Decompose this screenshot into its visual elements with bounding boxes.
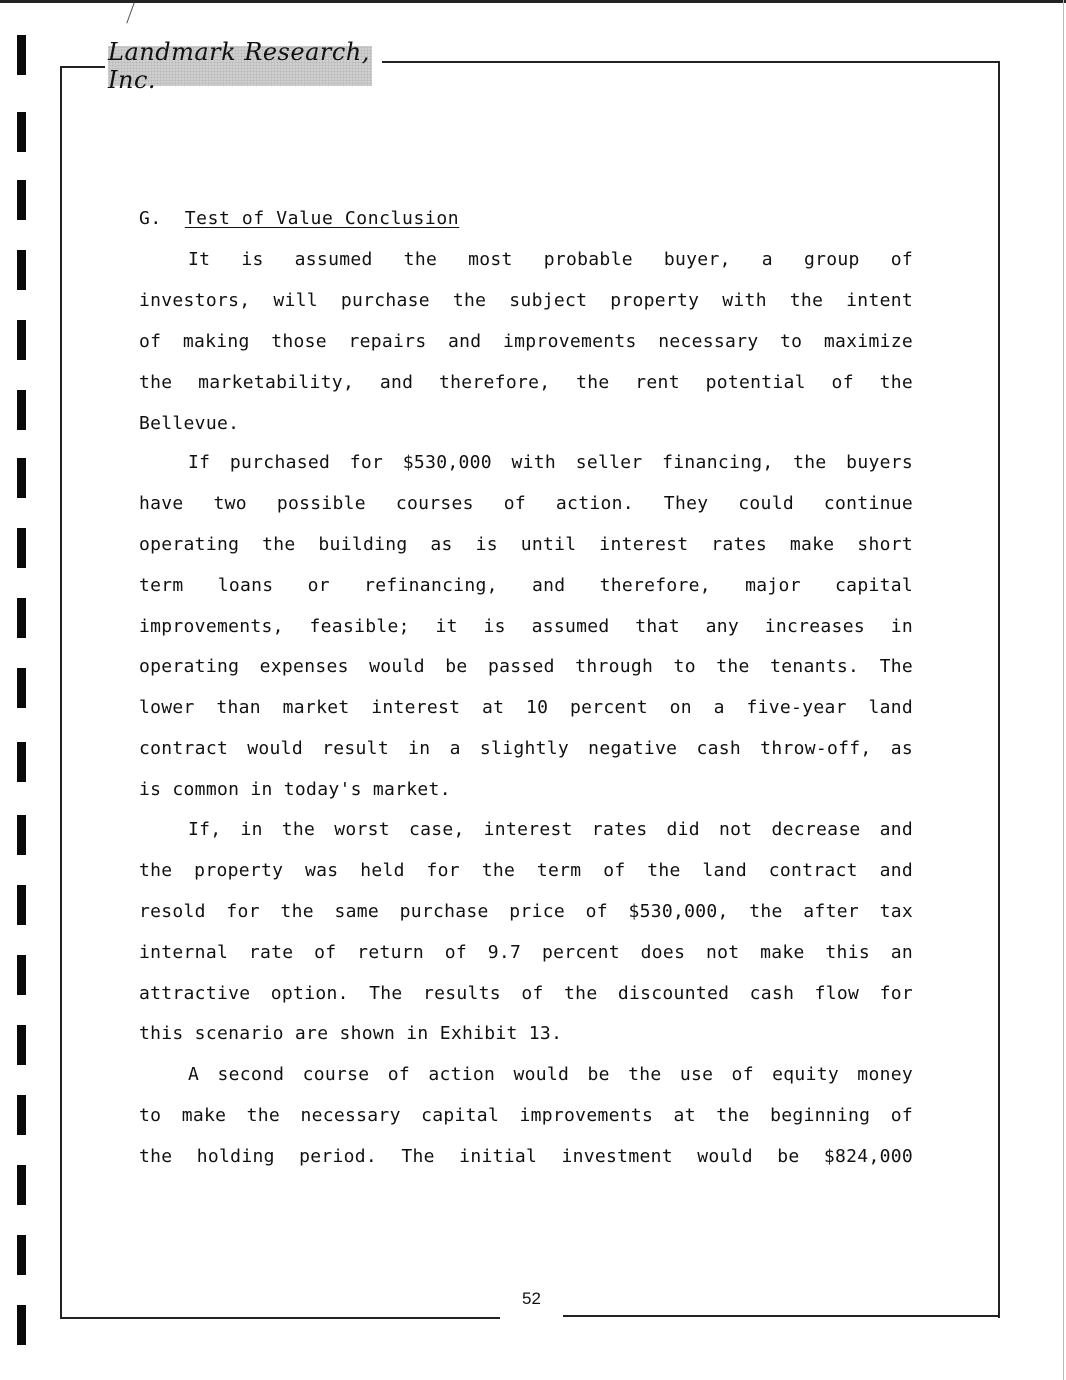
paragraph-1 [139, 240, 913, 444]
text-line: internal rate of return of 9.7 percent does not make this an [139, 941, 913, 963]
text-line: resold for the same purchase price of $530,000, the after tax [139, 900, 913, 922]
paragraph-3 [139, 810, 913, 1055]
binder-hole [17, 35, 26, 75]
page-number: 52 [522, 1289, 541, 1308]
text-line: the holding period. The initial investment would be $824,000 [139, 1145, 913, 1167]
binder-hole [17, 1095, 26, 1135]
binder-hole [17, 1165, 26, 1205]
frame-border-top-right [382, 61, 1000, 63]
binder-hole [17, 742, 26, 782]
binder-hole [17, 668, 26, 708]
binder-hole [17, 1235, 26, 1275]
text-line: have two possible courses of action. They could continue [139, 492, 913, 514]
frame-border-top-left [60, 66, 105, 68]
text-line: term loans or refinancing, and therefore, major capital [139, 574, 913, 596]
binder-hole [17, 815, 26, 855]
frame-border-bottom-left [60, 1317, 500, 1319]
text-line: investors, will purchase the subject property with the intent [139, 289, 913, 311]
binder-hole [17, 180, 26, 220]
text-line: attractive option. The results of the discounted cash flow for [139, 982, 913, 1004]
paragraph-2 [139, 443, 913, 811]
text-line: improvements, feasible; it is assumed that any increases in [139, 615, 913, 637]
text-line: It is assumed the most probable buyer, a group of [188, 249, 913, 270]
binder-hole [17, 1305, 26, 1345]
text-line: the marketability, and therefore, the rent potential of the [139, 371, 913, 393]
text-line: this scenario are shown in Exhibit 13. [139, 1023, 563, 1045]
text-line: If, in the worst case, interest rates did not decrease and [188, 819, 913, 840]
frame-border-right [998, 61, 1000, 1318]
page-right-edge [1063, 0, 1064, 1380]
text-line: the property was held for the term of the land contract and [139, 859, 913, 881]
frame-border-left [60, 66, 62, 1318]
section-title: Test of Value Conclusion [184, 208, 460, 229]
text-line: contract would result in a slightly negative cash throw-off, as [139, 738, 913, 760]
text-line: of making those repairs and improvements necessary to maximize [139, 330, 913, 352]
binder-hole [17, 390, 26, 430]
frame-border-bottom-right [563, 1315, 1000, 1317]
binder-hole [17, 458, 26, 498]
page-top-edge [0, 0, 1066, 3]
text-line: to make the necessary capital improvements at the beginning of [139, 1104, 913, 1126]
binder-hole [17, 320, 26, 360]
text-line: operating the building as is until interest rates make short [139, 533, 913, 555]
text-line: lower than market interest at 10 percent on a five-year land [139, 697, 913, 719]
paragraph-4 [139, 1055, 913, 1178]
binder-hole [17, 598, 26, 638]
text-line: operating expenses would be passed through to the tenants. The [139, 656, 913, 678]
text-line: A second course of action would be the use of equity money [188, 1064, 913, 1085]
text-line: is common in today's market. [139, 779, 451, 801]
text-line: Bellevue. [139, 412, 240, 434]
binder-hole [17, 250, 26, 290]
section-letter: G. [139, 208, 162, 229]
binder-hole [17, 885, 26, 925]
binder-hole [17, 1025, 26, 1065]
section-heading [139, 208, 459, 229]
binder-hole [17, 955, 26, 995]
binder-hole [17, 112, 26, 152]
company-logo: Landmark Research, Inc. [108, 46, 372, 86]
pen-mark [126, 2, 134, 23]
binder-hole [17, 528, 26, 568]
text-line: If purchased for $530,000 with seller financing, the buyers [188, 452, 913, 473]
